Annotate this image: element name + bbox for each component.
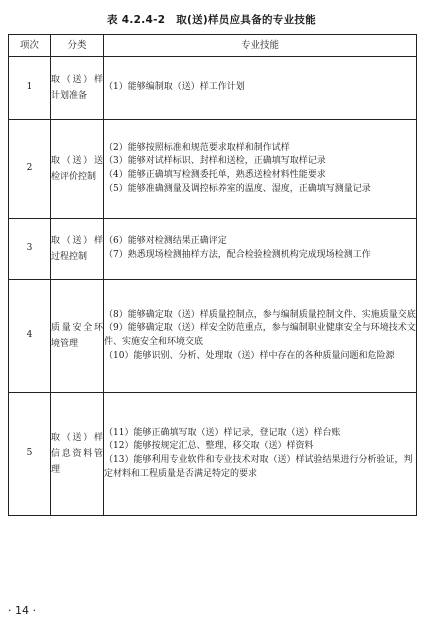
table-header-row [9, 35, 417, 57]
skill-item: （3）能够对试样标识、封样和送检，正确填写取样记录 [104, 156, 326, 167]
table-row [9, 57, 417, 120]
skill-item: （2）能够按照标准和规范要求取样和制作试样 [104, 142, 290, 153]
row-category [51, 393, 104, 516]
skills-table [8, 34, 417, 516]
row-category [51, 280, 104, 393]
table-row [9, 393, 417, 516]
skill-item: （12）能够按规定汇总、整理、移交取（送）样资料 [104, 441, 314, 452]
row-category [51, 120, 104, 219]
row-skills [104, 280, 417, 393]
table-caption: 表 4.2.4-2 取(送)样员应具备的专业技能 [106, 14, 316, 26]
header-item-no: 项次 [9, 35, 51, 57]
category-text: 取（送）样过程控制 [51, 236, 103, 262]
row-skills [104, 120, 417, 219]
skill-item: （4）能够正确填写检测委托单，熟悉送检材料性能要求 [104, 170, 326, 180]
row-skills [104, 393, 417, 516]
table-row [9, 120, 417, 219]
row-skills [104, 57, 417, 120]
row-number: 4 [9, 280, 51, 393]
skill-item: （1）能够编制取（送）样工作计划 [104, 82, 245, 93]
skill-item: （13）能够利用专业软件和专业技术对取（送）样试验结果进行分析验证，判定材料和工程质量是否满足特定的要求 [104, 455, 413, 479]
header-category: 分类 [51, 35, 104, 57]
page-number: · 14 · [8, 604, 36, 617]
table-row [9, 219, 417, 280]
skill-item: （8）能够确定取（送）样质量控制点，参与编制质量控制文件、实施质量交底 [104, 309, 416, 320]
category-text: 取（送）样计划准备 [51, 75, 103, 101]
category-text: 质量安全环境管理 [51, 323, 103, 349]
row-number: 2 [9, 120, 51, 219]
skill-item: （7）熟悉现场检测抽样方法，配合检验检测机构完成现场检测工作 [104, 250, 371, 260]
category-text: 取（送）样信息资料管理 [51, 433, 103, 475]
skill-item: （6）能够对检测结果正确评定 [104, 236, 227, 247]
table-row [9, 280, 417, 393]
row-category [51, 219, 104, 280]
row-number: 3 [9, 219, 51, 280]
skill-item: （9）能够确定取（送）样安全防范重点，参与编制职业健康安全与环境技术文件、实施安全和环境交底 [104, 323, 416, 347]
category-text: 取（送）送检评价控制 [51, 156, 103, 182]
header-skills: 专业技能 [104, 35, 417, 57]
row-category [51, 57, 104, 120]
skill-item: （5）能够准确测量及调控标养室的温度、湿度，正确填写测量记录 [104, 183, 371, 194]
skill-item: （10）能够识别、分析、处理取（送）样中存在的各种质量问题和危险源 [104, 350, 395, 361]
row-number: 5 [9, 393, 51, 516]
skill-item: （11）能够正确填写取（送）样记录，登记取（送）样台账 [104, 427, 341, 438]
row-skills [104, 219, 417, 280]
row-number: 1 [9, 57, 51, 120]
